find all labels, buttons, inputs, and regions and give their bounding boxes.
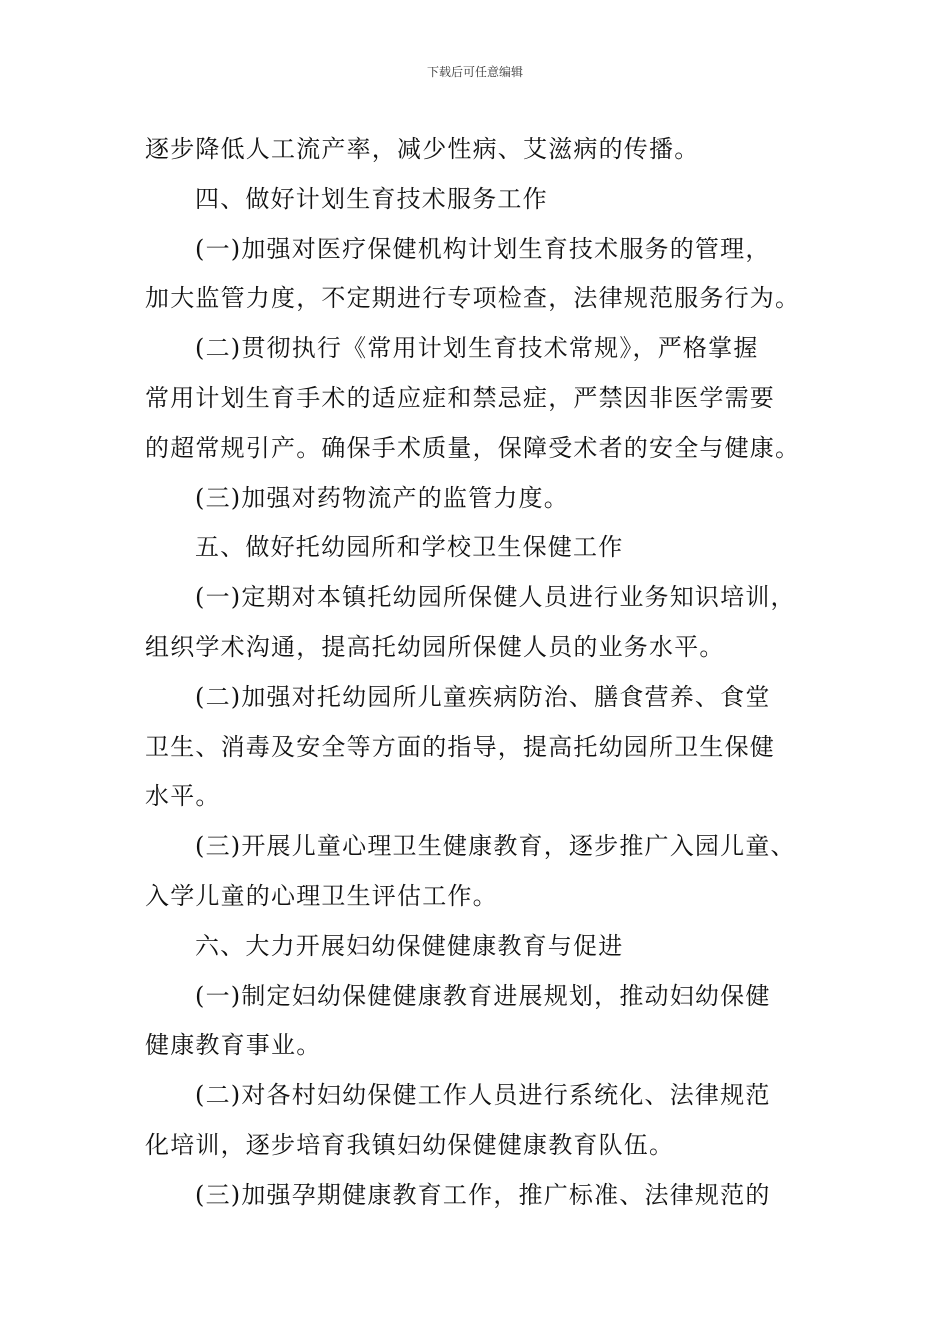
text-line: (二)贯彻执行《常用计划生育技术常规》，严格掌握 — [195, 334, 759, 363]
text-line: (三)开展儿童心理卫生健康教育，逐步推广入园儿童、 — [195, 832, 796, 861]
text-line: 水平。 — [145, 782, 221, 811]
text-line: (三)加强孕期健康教育工作，推广标准、法律规范的 — [195, 1180, 771, 1209]
text-line: 健康教育事业。 — [145, 1031, 322, 1060]
document-body — [145, 125, 815, 1221]
text-line: 加大监管力度，不定期进行专项检查，法律规范服务行为。 — [145, 284, 801, 313]
text-line: 的超常规引产。确保手术质量，保障受术者的安全与健康。 — [145, 433, 801, 462]
text-line: 六、大力开展妇幼保健健康教育与促进 — [195, 931, 624, 960]
text-line: 卫生、消毒及安全等方面的指导，提高托幼园所卫生保健 — [145, 732, 775, 761]
text-line: 入学儿童的心理卫生评估工作。 — [145, 881, 498, 910]
text-line: 四、做好计划生育技术服务工作 — [195, 184, 548, 213]
text-line: 五、做好托幼园所和学校卫生保健工作 — [195, 533, 624, 562]
text-line: 逐步降低人工流产率，减少性病、艾滋病的传播。 — [145, 135, 700, 163]
page-header: 下载后可任意编辑 — [426, 65, 523, 79]
text-line: (一)加强对医疗保健机构计划生育技术服务的管理， — [195, 234, 771, 263]
text-line: 组织学术沟通，提高托幼园所保健人员的业务水平。 — [145, 632, 725, 661]
text-line: 化培训，逐步培育我镇妇幼保健健康教育队伍。 — [145, 1130, 675, 1159]
text-line: (二)对各村妇幼保健工作人员进行系统化、法律规范 — [195, 1081, 771, 1110]
text-line: (一)定期对本镇托幼园所保健人员进行业务知识培训， — [195, 583, 796, 612]
text-line: (二)加强对托幼园所儿童疾病防治、膳食营养、食堂 — [195, 682, 771, 711]
text-line: (三)加强对药物流产的监管力度。 — [195, 483, 569, 512]
text-line: (一)制定妇幼保健健康教育进展规划，推动妇幼保健 — [195, 981, 771, 1010]
text-line: 常用计划生育手术的适应症和禁忌症，严禁因非医学需要 — [145, 383, 775, 412]
